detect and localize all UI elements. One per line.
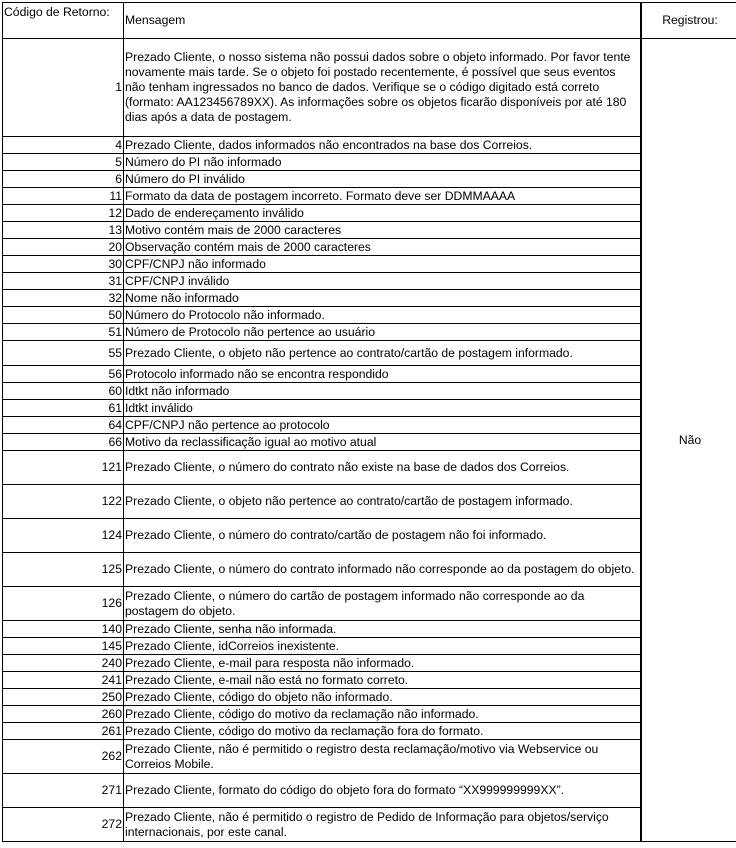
return-codes-table: [2, 2, 736, 842]
table-row: [3, 290, 736, 307]
header-code: Código de Retorno:: [3, 3, 124, 39]
table-row: [3, 324, 736, 341]
message-cell: Prezado Cliente, o número do contrato/cartão de postagem não foi informado.: [124, 519, 642, 553]
message-cell: Prezado Cliente, o nosso sistema não possui dados sobre o objeto informado. Por favor tente novamente mais tarde. Se o objeto foi postado recentemente, é possível que seus eventos não tenham ingressados no banco de dados. Verifique se o código digitado está correto (formato: AA123456789XX). As informações sobre os objetos ficarão disponíveis por até 180 dias após a data de postagem.: [124, 39, 642, 137]
table-row: [3, 239, 736, 256]
return-code: 261: [3, 723, 124, 740]
table-row: [3, 137, 736, 154]
return-code: 13: [3, 222, 124, 239]
message-cell: Prezado Cliente, código do motivo da reclamação fora do formato.: [124, 723, 642, 740]
message-cell: Prezado Cliente, o número do contrato informado não corresponde ao da postagem do objeto.: [124, 553, 642, 587]
return-code: 145: [3, 638, 124, 655]
table-row: [3, 774, 736, 808]
return-code: 6: [3, 171, 124, 188]
return-code: 66: [3, 434, 124, 451]
table-row: [3, 341, 736, 366]
message-cell: Número do PI não informado: [124, 154, 642, 171]
table-row: [3, 519, 736, 553]
table-row: [3, 417, 736, 434]
table-row: [3, 485, 736, 519]
table-row: [3, 222, 736, 239]
message-cell: Prezado Cliente, não é permitido o registro desta reclamação/motivo via Webservice ou Correios Mobile.: [124, 740, 642, 774]
table-row: [3, 723, 736, 740]
message-cell: Prezado Cliente, código do objeto não informado.: [124, 689, 642, 706]
message-cell: Prezado Cliente, o número do cartão de postagem informado não corresponde ao da postagem do objeto.: [124, 587, 642, 621]
return-code: 55: [3, 341, 124, 366]
table-row: [3, 451, 736, 485]
return-code: 124: [3, 519, 124, 553]
return-code: 125: [3, 553, 124, 587]
message-cell: Prezado Cliente, código do motivo da reclamação não informado.: [124, 706, 642, 723]
table-row: [3, 638, 736, 655]
table-row: [3, 256, 736, 273]
return-code: 122: [3, 485, 124, 519]
return-code: 51: [3, 324, 124, 341]
table-row: [3, 154, 736, 171]
table-row: [3, 39, 736, 137]
registered-value: Não: [641, 39, 736, 842]
return-code: 12: [3, 205, 124, 222]
message-cell: Prezado Cliente, senha não informada.: [124, 621, 642, 638]
table-row: [3, 273, 736, 290]
message-cell: Prezado Cliente, e-mail para resposta não informado.: [124, 655, 642, 672]
table-row: [3, 587, 736, 621]
return-code: 4: [3, 137, 124, 154]
table-row: [3, 706, 736, 723]
return-code: 126: [3, 587, 124, 621]
header-row: [3, 3, 736, 39]
message-cell: Idtkt não informado: [124, 383, 642, 400]
message-cell: Prezado Cliente, formato do código do objeto fora do formato “XX999999999XX”.: [124, 774, 642, 808]
return-code: 50: [3, 307, 124, 324]
return-code: 61: [3, 400, 124, 417]
table-row: [3, 740, 736, 774]
message-cell: Prezado Cliente, o objeto não pertence ao contrato/cartão de postagem informado.: [124, 341, 642, 366]
header-registered: Registrou:: [641, 3, 736, 39]
return-code: 31: [3, 273, 124, 290]
return-code: 241: [3, 672, 124, 689]
return-code: 11: [3, 188, 124, 205]
return-code: 240: [3, 655, 124, 672]
table-row: [3, 672, 736, 689]
return-code: 260: [3, 706, 124, 723]
table-row: [3, 205, 736, 222]
message-cell: Nome não informado: [124, 290, 642, 307]
message-cell: Motivo contém mais de 2000 caracteres: [124, 222, 642, 239]
return-code: 250: [3, 689, 124, 706]
message-cell: Número do Protocolo não informado.: [124, 307, 642, 324]
message-cell: Observação contém mais de 2000 caracteres: [124, 239, 642, 256]
return-code: 56: [3, 366, 124, 383]
return-code: 140: [3, 621, 124, 638]
message-cell: Dado de endereçamento inválido: [124, 205, 642, 222]
return-code: 1: [3, 39, 124, 137]
return-code: 64: [3, 417, 124, 434]
return-code: 30: [3, 256, 124, 273]
message-cell: Número de Protocolo não pertence ao usuário: [124, 324, 642, 341]
return-code: 32: [3, 290, 124, 307]
message-cell: Prezado Cliente, o número do contrato não existe na base de dados dos Correios.: [124, 451, 642, 485]
return-code: 121: [3, 451, 124, 485]
table-row: [3, 383, 736, 400]
message-cell: Prezado Cliente, idCorreios inexistente.: [124, 638, 642, 655]
message-cell: CPF/CNPJ não informado: [124, 256, 642, 273]
return-code: 272: [3, 808, 124, 842]
message-cell: Prezado Cliente, o objeto não pertence ao contrato/cartão de postagem informado.: [124, 485, 642, 519]
table-row: [3, 307, 736, 324]
table-row: [3, 434, 736, 451]
header-message: Mensagem: [124, 3, 642, 39]
message-cell: CPF/CNPJ não pertence ao protocolo: [124, 417, 642, 434]
table-row: [3, 400, 736, 417]
message-cell: Formato da data de postagem incorreto. Formato deve ser DDMMAAAA: [124, 188, 642, 205]
message-cell: Protocolo informado não se encontra respondido: [124, 366, 642, 383]
return-code: 60: [3, 383, 124, 400]
table-row: [3, 655, 736, 672]
table-row: [3, 366, 736, 383]
return-code: 5: [3, 154, 124, 171]
message-cell: CPF/CNPJ inválido: [124, 273, 642, 290]
table-row: [3, 621, 736, 638]
table-row: [3, 553, 736, 587]
message-cell: Idtkt inválido: [124, 400, 642, 417]
table-row: [3, 808, 736, 842]
message-cell: Número do PI inválido: [124, 171, 642, 188]
message-cell: Motivo da reclassificação igual ao motivo atual: [124, 434, 642, 451]
return-code: 262: [3, 740, 124, 774]
message-cell: Prezado Cliente, dados informados não encontrados na base dos Correios.: [124, 137, 642, 154]
message-cell: Prezado Cliente, e-mail não está no formato correto.: [124, 672, 642, 689]
return-code: 271: [3, 774, 124, 808]
table-row: [3, 689, 736, 706]
table-row: [3, 171, 736, 188]
message-cell: Prezado Cliente, não é permitido o registro de Pedido de Informação para objetos/serviço internacionais, por este canal.: [124, 808, 642, 842]
table-row: [3, 188, 736, 205]
return-code: 20: [3, 239, 124, 256]
